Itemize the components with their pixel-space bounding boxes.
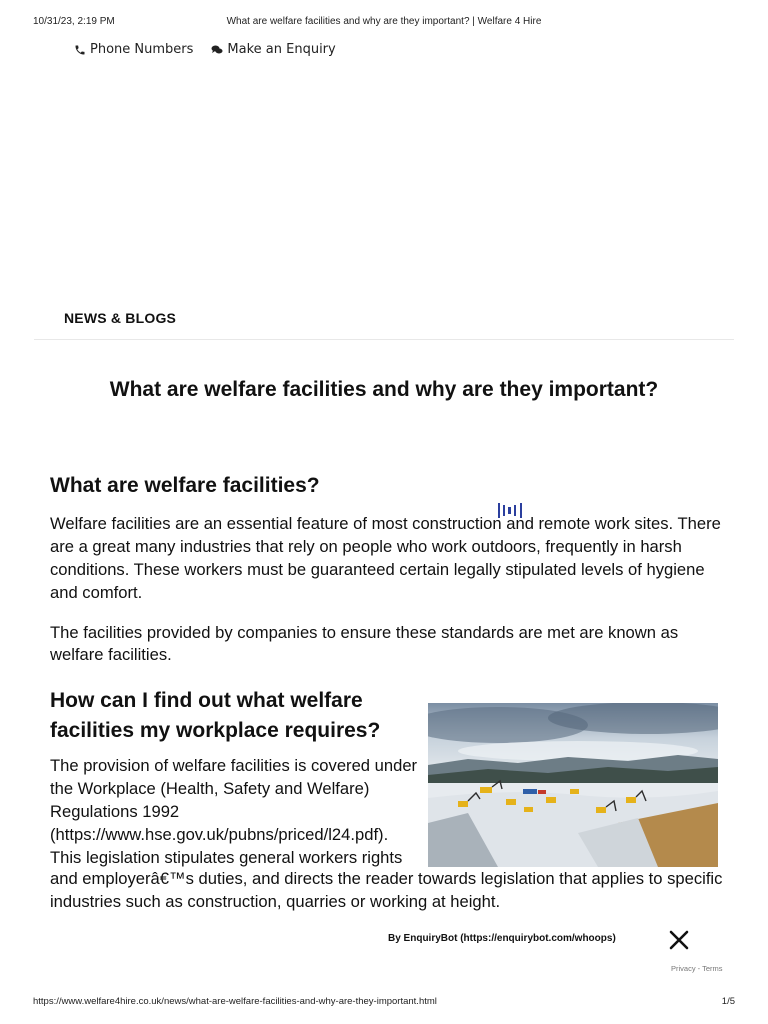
- close-icon[interactable]: [669, 930, 689, 950]
- print-header: [33, 16, 735, 30]
- phone-numbers-link[interactable]: [74, 42, 193, 57]
- print-url: https://www.welfare4hire.co.uk/news/what-are-welfare-facilities-and-why-are-they-important.html: [33, 996, 437, 1007]
- paragraph-definition: The facilities provided by companies to ensure these standards are met are known as welfare facilities.: [50, 623, 679, 664]
- make-enquiry-label: Make an Enquiry: [227, 42, 336, 57]
- phone-numbers-label: Phone Numbers: [90, 42, 194, 57]
- enquirybot-credit-link[interactable]: By EnquiryBot (https://enquirybot.com/whoops): [388, 933, 616, 944]
- recaptcha-privacy-terms[interactable]: Privacy - Terms: [671, 964, 723, 973]
- divider: [34, 339, 734, 340]
- top-contact-bar: [74, 42, 336, 57]
- paragraph-regulations: The provision of welfare facilities is covered under the Workplace (Health, Safety and Welfare) Regulations 1992 (https://www.hse.gov.uk/pubns/priced/l24.pdf). This legislation stipulates general workers rights: [50, 756, 418, 867]
- chat-bubbles-icon: [211, 44, 223, 56]
- construction-site-image: [428, 703, 718, 867]
- page-title: What are welfare facilities and why are they important?: [109, 378, 659, 401]
- paragraph-intro: Welfare facilities are an essential feature of most construction and remote work sites. There are a great many industries that rely on people who work outdoors, frequently in harsh conditions. These workers must be guaranteed certain legally stipulated levels of hygiene and comfort.: [50, 514, 721, 602]
- section-label: NEWS & BLOGS: [64, 310, 177, 326]
- print-page-number: 1/5: [721, 996, 735, 1007]
- make-enquiry-link[interactable]: [211, 42, 335, 57]
- phone-icon: [74, 44, 86, 56]
- heading-how-to-find-requirements: How can I find out what welfare facilities my workplace requires?: [50, 689, 381, 742]
- heading-what-are-welfare-facilities: What are welfare facilities?: [50, 474, 320, 497]
- paragraph-duties: and employerâ€™s duties, and directs the reader towards legislation that applies to specific industries such as construction, quarries or working at height.: [50, 869, 723, 911]
- print-doc-title: What are welfare facilities and why are they important? | Welfare 4 Hire: [226, 16, 542, 27]
- print-datetime: 10/31/23, 2:19 PM: [33, 16, 115, 27]
